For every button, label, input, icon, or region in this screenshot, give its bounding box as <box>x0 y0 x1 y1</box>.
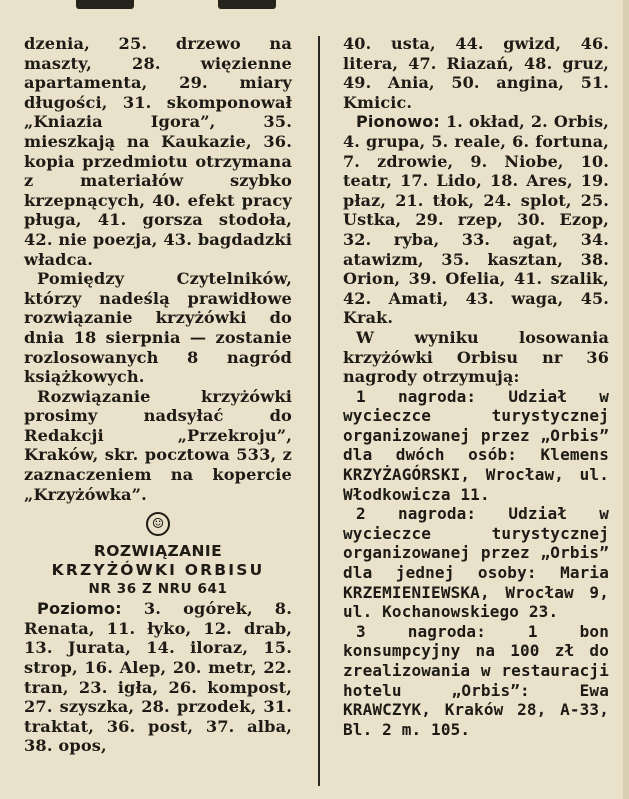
prize-1: 1 nagroda: Udział w wycieczce turystycznej organizowanej przez „Orbis” dla dwóch osób: Klemens KRZYŻAGÓRSKI, Wrocław, ul. Włodkowicza 11. <box>343 386 609 504</box>
smiley-ornament-icon: ☺ <box>146 512 170 536</box>
top-edge-marks <box>0 0 629 14</box>
pionowo-label: Pionowo: <box>356 112 440 132</box>
clues-continued-text: dzenia, 25. drzewo na maszty, 28. więzienne apartamenta, 29. miary długości, 31. skomponował „Kniazia Igora”, 35. mieszkają na Kaukazie, 36. kopia przedmiotu otrzymana z materiałów szybko krzepnących, 40. efekt pracy pługa, 41. gorsza stodoła, 42. nie poezja, 43. bagdadzki władca. <box>24 34 292 269</box>
top-mark-left <box>76 0 134 9</box>
submission-instructions: Rozwiązanie krzyżówki prosimy nadsyłać do Redakcji „Przekroju”, Kraków, skr. pocztowa 533, z zaznaczeniem na kopercie „Krzyżówka”. <box>24 386 292 504</box>
top-mark-right <box>218 0 276 9</box>
prize-2: 2 nagroda: Udział w wycieczce turystycznej organizowanej przez „Orbis” dla jednej osoby: Maria KRZEMIENIEWSKA, Wrocław 9, ul. Kochanowskiego 23. <box>343 504 609 622</box>
pionowo-text: 1. okład, 2. Orbis, 4. grupa, 5. reale, 6. fortuna, 7. zdrowie, 9. Niobe, 10. teatr, 17. Lido, 18. Ares, 19. płaz, 21. tłok, 24. splot, 25. Ustka, 29. rzep, 30. Ezop, 32. ryba, 33. agat, 34. atawizm, 35. kasztan, 38. Orion, 39. Ofelia, 41. szalik, 42. Amati, 43. waga, 45. Krak. <box>343 112 609 328</box>
left-column <box>24 34 292 756</box>
right-column <box>343 34 609 739</box>
column-divider <box>318 36 320 786</box>
solution-heading-line2: KRZYŻÓWKI ORBISU <box>51 561 265 580</box>
solution-heading-line1: ROZWIĄZANIE <box>93 542 223 561</box>
page-edge-strip <box>623 0 629 799</box>
pionowo-solution <box>343 112 609 328</box>
solution-heading-line3: NR 36 Z NRU 641 <box>88 581 228 598</box>
prize-3: 3 nagroda: 1 bon konsumpcyjny na 100 zł do zrealizowania w restauracji hotelu „Orbis”: Ewa KRAWCZYK, Kraków 28, A-33, Bl. 2 m. 105. <box>343 621 609 739</box>
poziomo-text: 3. ogórek, 8. Renata, 11. łyko, 12. drab, 13. Jurata, 14. iloraz, 15. strop, 16. Alep, 20. metr, 22. tran, 23. igła, 26. kompost, 27. szyszka, 28. przodek, 31. traktat, 36. post, 37. alba, 38. opos, <box>24 599 292 756</box>
results-intro: W wyniku losowania krzyżówki Orbisu nr 36 nagrody otrzymują: <box>343 327 609 387</box>
poziomo-continued: 40. usta, 44. gwizd, 46. litera, 47. Riazań, 48. gruz, 49. Ania, 50. angina, 51. Kmicic. <box>343 34 609 112</box>
poziomo-solution <box>24 599 292 756</box>
poziomo-label: Poziomo: <box>37 599 122 619</box>
contest-announcement: Pomiędzy Czytelników, którzy nadeślą prawidłowe rozwiązanie krzyżówki do dnia 18 sierpnia — zostanie rozlosowanych 8 nagród książkowych. <box>24 269 292 387</box>
